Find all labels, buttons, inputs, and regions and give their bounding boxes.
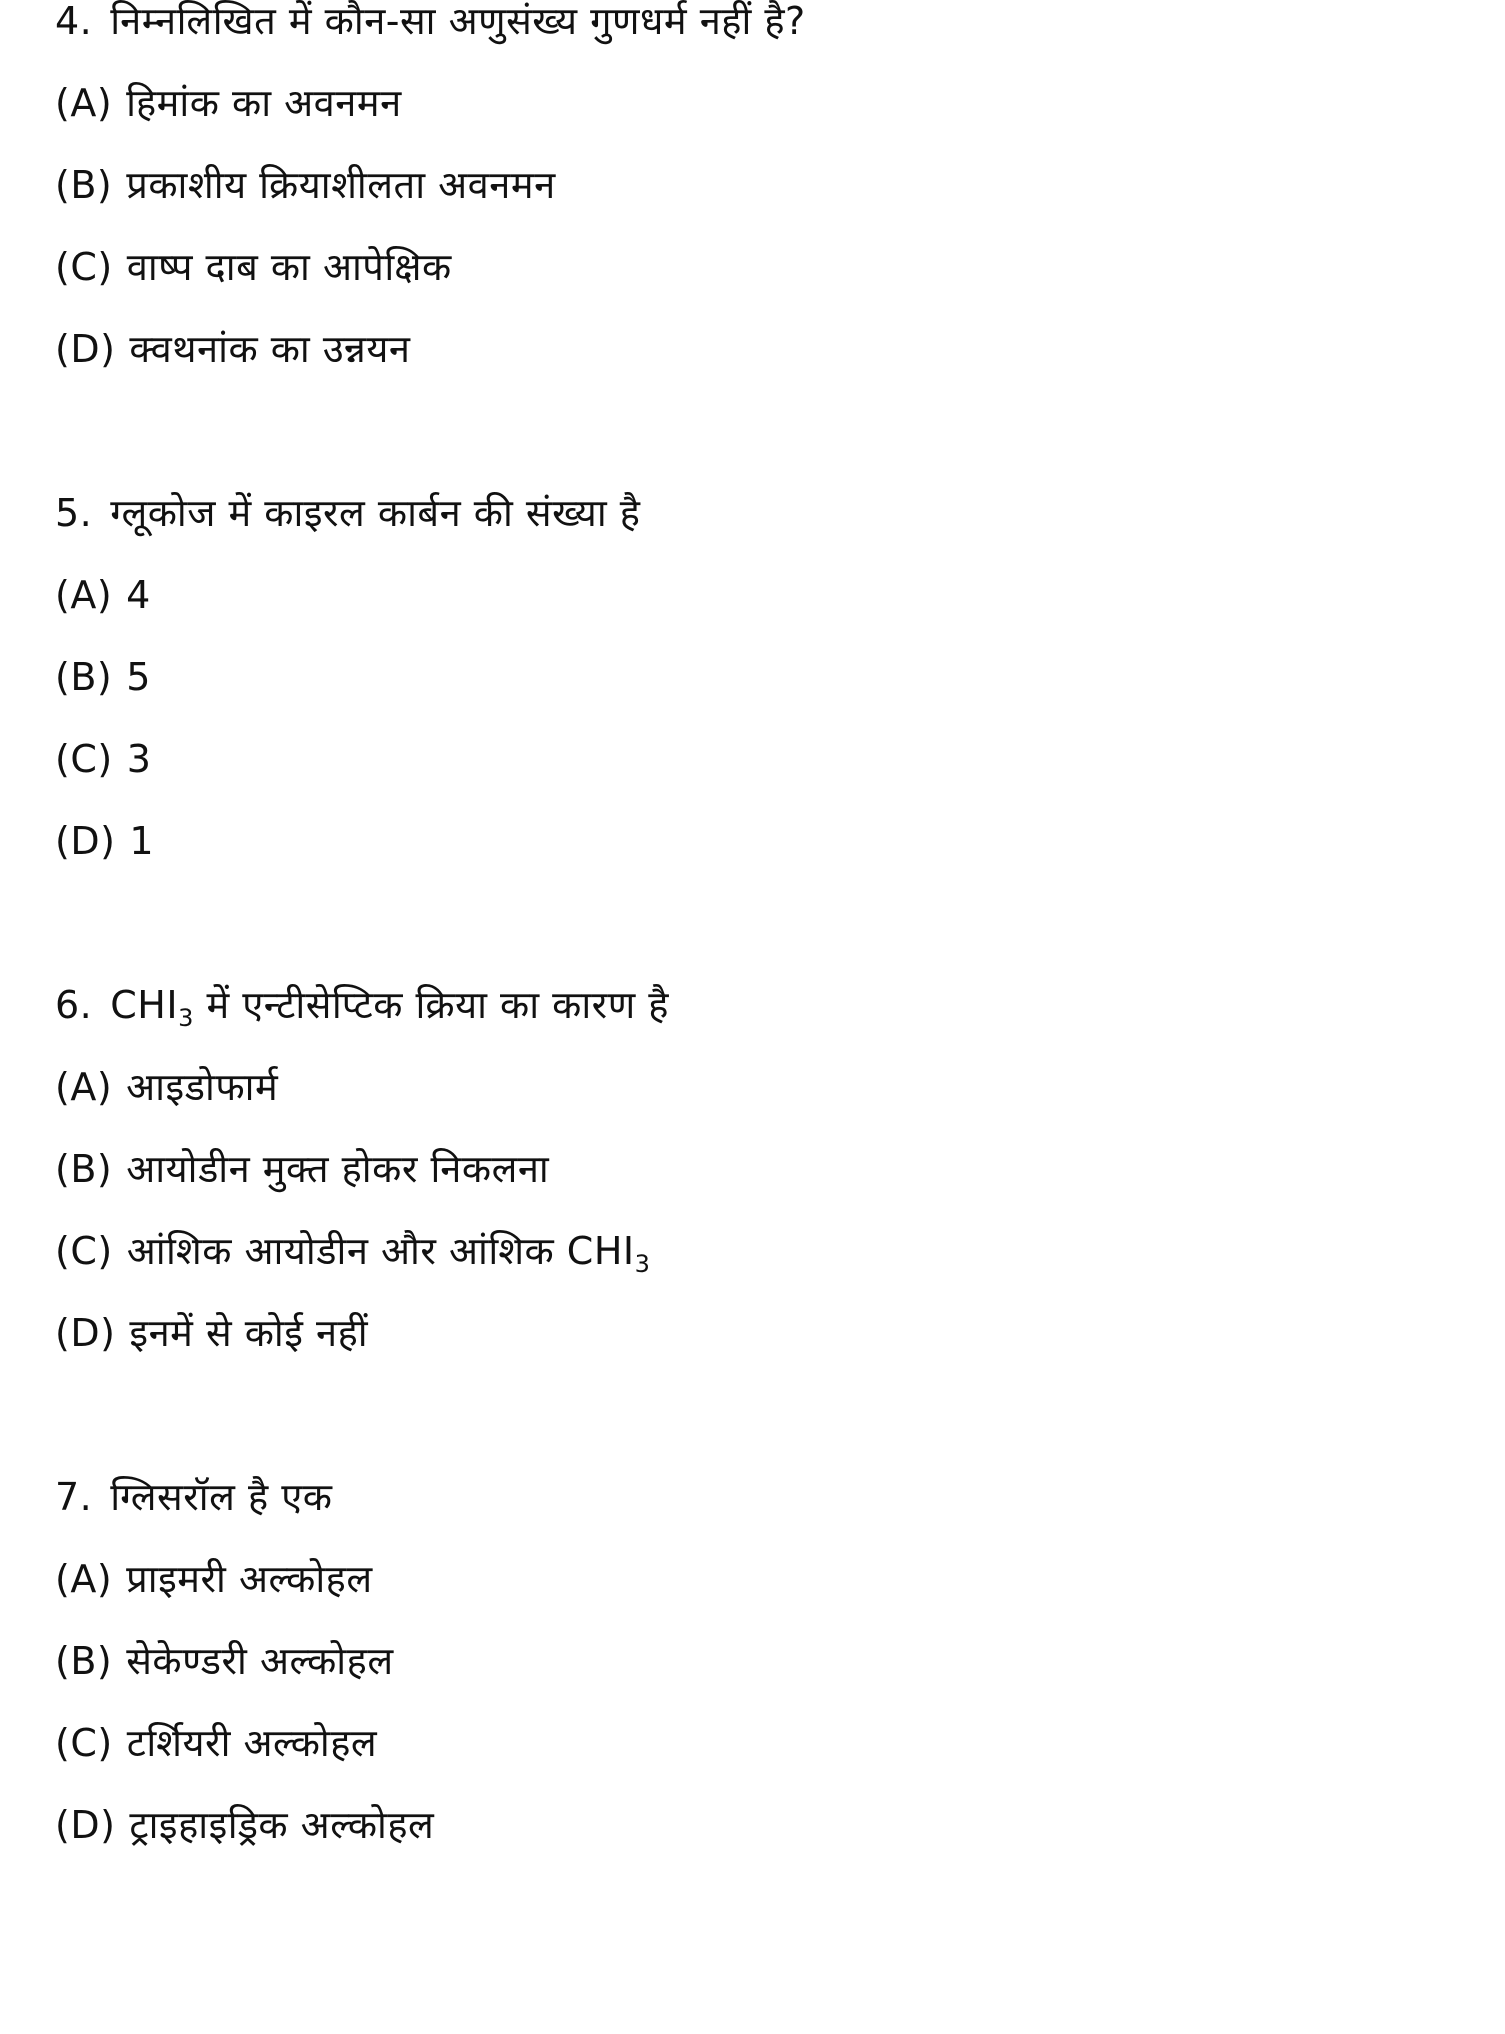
option-label: (C) (55, 245, 113, 289)
q7-option-c (55, 1718, 377, 1768)
q7-option-d (55, 1800, 434, 1850)
q6-option-d (55, 1308, 368, 1358)
question-formula: CHI (110, 983, 179, 1027)
q5-option-c (55, 734, 151, 784)
option-label: (B) (55, 1147, 113, 1191)
option-label: (D) (55, 327, 116, 371)
option-text: आंशिक आयोडीन और आंशिक CHI (126, 1229, 635, 1273)
option-text: सेकेण्डरी अल्कोहल (126, 1639, 394, 1683)
option-text: प्राइमरी अल्कोहल (126, 1557, 373, 1601)
option-text: इनमें से कोई नहीं (129, 1311, 369, 1355)
option-label: (A) (55, 1557, 113, 1601)
question-7 (55, 1472, 332, 1522)
option-label: (D) (55, 819, 116, 863)
question-text: ग्लूकोज में काइरल कार्बन की संख्या है (110, 491, 641, 535)
q4-option-b (55, 160, 556, 210)
question-number: 6. (55, 983, 93, 1027)
option-text: आइडोफार्म (126, 1065, 279, 1109)
option-text: टर्शियरी अल्कोहल (126, 1721, 378, 1765)
formula-subscript: 3 (178, 1004, 194, 1032)
q4-option-a (55, 78, 402, 128)
q5-option-d (55, 816, 154, 866)
option-label: (B) (55, 163, 113, 207)
option-text: 1 (129, 819, 155, 863)
formula-subscript: 3 (634, 1250, 651, 1278)
q5-option-b (55, 652, 151, 702)
question-text: निम्नलिखित में कौन-सा अणुसंख्य गुणधर्म नहीं है? (110, 0, 806, 43)
option-text: 5 (126, 655, 151, 699)
question-number: 7. (55, 1475, 93, 1519)
question-6 (55, 980, 669, 1030)
q7-option-a (55, 1554, 373, 1604)
option-label: (C) (55, 1229, 113, 1273)
q5-option-a (55, 570, 151, 620)
q4-option-c (55, 242, 452, 292)
question-number: 4. (55, 0, 93, 43)
question-5 (55, 488, 640, 538)
option-text: ट्राइहाइड्रिक अल्कोहल (129, 1803, 435, 1847)
question-text: ग्लिसरॉल है एक (110, 1475, 333, 1519)
option-label: (B) (55, 1639, 113, 1683)
question-number: 5. (55, 491, 93, 535)
q6-option-a (55, 1062, 278, 1112)
q6-option-b (55, 1144, 549, 1194)
option-text: 4 (126, 573, 151, 617)
option-label: (B) (55, 655, 113, 699)
option-text: 3 (126, 737, 152, 781)
question-4 (55, 0, 806, 46)
option-label: (C) (55, 1721, 113, 1765)
option-label: (D) (55, 1311, 116, 1355)
option-text: क्वथनांक का उन्नयन (129, 327, 411, 371)
option-label: (A) (55, 81, 113, 125)
question-text: में एन्टीसेप्टिक क्रिया का कारण है (193, 983, 669, 1027)
option-label: (D) (55, 1803, 116, 1847)
option-text: हिमांक का अवनमन (126, 81, 402, 125)
q6-option-c (55, 1226, 650, 1276)
option-text: वाष्प दाब का आपेक्षिक (126, 245, 452, 289)
option-label: (A) (55, 1065, 113, 1109)
option-label: (C) (55, 737, 113, 781)
q7-option-b (55, 1636, 394, 1686)
option-text: प्रकाशीय क्रियाशीलता अवनमन (126, 163, 556, 207)
option-text: आयोडीन मुक्त होकर निकलना (126, 1147, 550, 1191)
option-label: (A) (55, 573, 113, 617)
q4-option-d (55, 324, 410, 374)
